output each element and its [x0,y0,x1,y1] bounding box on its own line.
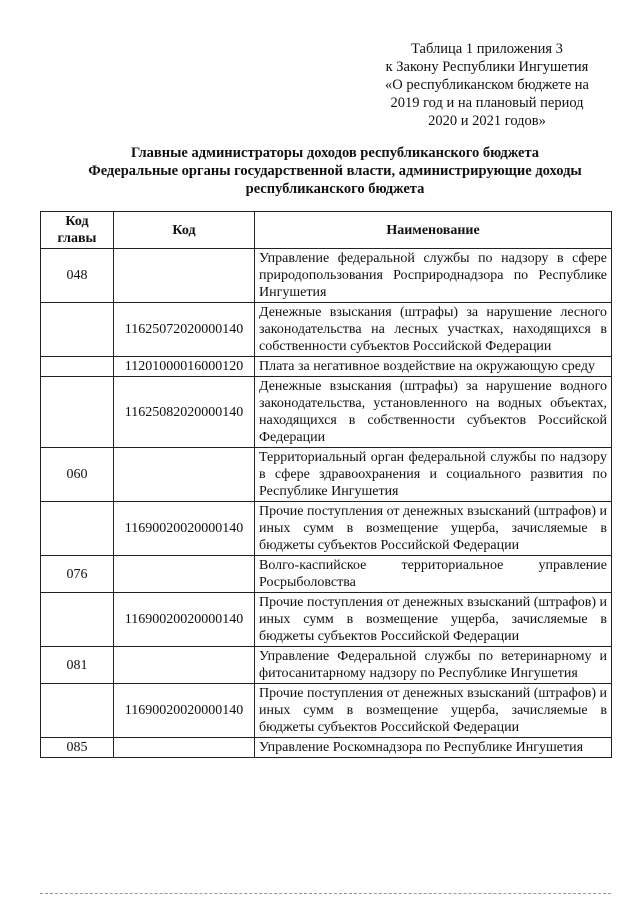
cell-code: 11625072020000140 [114,303,255,357]
table-row [41,647,612,684]
reference-line: к Закону Республики Ингушетия [385,59,589,75]
cell-head-code: 048 [41,249,114,303]
cell-code: 11690020020000140 [114,684,255,738]
cell-head-code [41,303,114,357]
cell-code [114,738,255,758]
cell-name: Управление Федеральной службы по ветеринарному и фитосанитарному надзору по Республике Ингушетия [255,647,612,684]
cell-code [114,448,255,502]
cell-head-code [41,377,114,448]
cell-head-code: 060 [41,448,114,502]
cell-code [114,556,255,593]
cell-code: 11625082020000140 [114,377,255,448]
table-row [41,448,612,502]
header-name: Наименование [255,212,612,249]
cell-head-code [41,593,114,647]
cell-code: 11690020020000140 [114,502,255,556]
cell-head-code: 085 [41,738,114,758]
table-row [41,357,612,377]
table-row [41,502,612,556]
cell-head-code [41,502,114,556]
cell-name: Территориальный орган федеральной службы по надзору в сфере здравоохранения и социального развития по Республике Ингушетия [255,448,612,502]
cell-name: Управление федеральной службы по надзору в сфере природопользования Росприроднадзора по Республике Ингушетия [255,249,612,303]
cell-head-code [41,357,114,377]
table-row [41,377,612,448]
document-reference [362,40,612,130]
cell-code: 11201000016000120 [114,357,255,377]
table-row [41,593,612,647]
table-row [41,684,612,738]
cell-name: Прочие поступления от денежных взысканий (штрафов) и иных сумм в возмещение ущерба, зачисляемые в бюджеты субъектов Российской Федерации [255,502,612,556]
reference-line: Таблица 1 приложения 3 [411,41,563,57]
document-title [40,144,630,198]
title-line: Федеральные органы государственной власти, администрирующие доходы [88,163,582,179]
reference-line: «О республиканском бюджете на [385,77,589,93]
table-row [41,303,612,357]
table-row [41,249,612,303]
cell-name: Прочие поступления от денежных взысканий (штрафов) и иных сумм в возмещение ущерба, зачисляемые в бюджеты субъектов Российской Федерации [255,593,612,647]
table-row [41,738,612,758]
page-bottom-divider [40,893,611,894]
cell-code [114,647,255,684]
cell-head-code: 081 [41,647,114,684]
cell-name: Плата за негативное воздействие на окружающую среду [255,357,612,377]
administrators-table [40,211,612,758]
cell-name: Денежные взыскания (штрафы) за нарушение водного законодательства, установленного на водных объектах, находящихся в собственности субъектов Российской Федерации [255,377,612,448]
table-row [41,556,612,593]
cell-name: Управление Роскомнадзора по Республике Ингушетия [255,738,612,758]
table-header-row [41,212,612,249]
cell-code: 11690020020000140 [114,593,255,647]
header-head-code: Код главы [41,212,114,249]
reference-line: 2020 и 2021 годов» [428,113,546,129]
reference-line: 2019 год и на плановый период [390,95,584,111]
cell-code [114,249,255,303]
title-line: республиканского бюджета [245,181,425,197]
cell-name: Прочие поступления от денежных взысканий (штрафов) и иных сумм в возмещение ущерба, зачисляемые в бюджеты субъектов Российской Федерации [255,684,612,738]
header-code: Код [114,212,255,249]
cell-head-code: 076 [41,556,114,593]
title-line: Главные администраторы доходов республиканского бюджета [130,145,540,161]
cell-head-code [41,684,114,738]
cell-name: Волго-каспийское территориальное управление Росрыболовства [255,556,612,593]
cell-name: Денежные взыскания (штрафы) за нарушение лесного законодательства на лесных участках, находящихся в собственности субъектов Российской Федерации [255,303,612,357]
